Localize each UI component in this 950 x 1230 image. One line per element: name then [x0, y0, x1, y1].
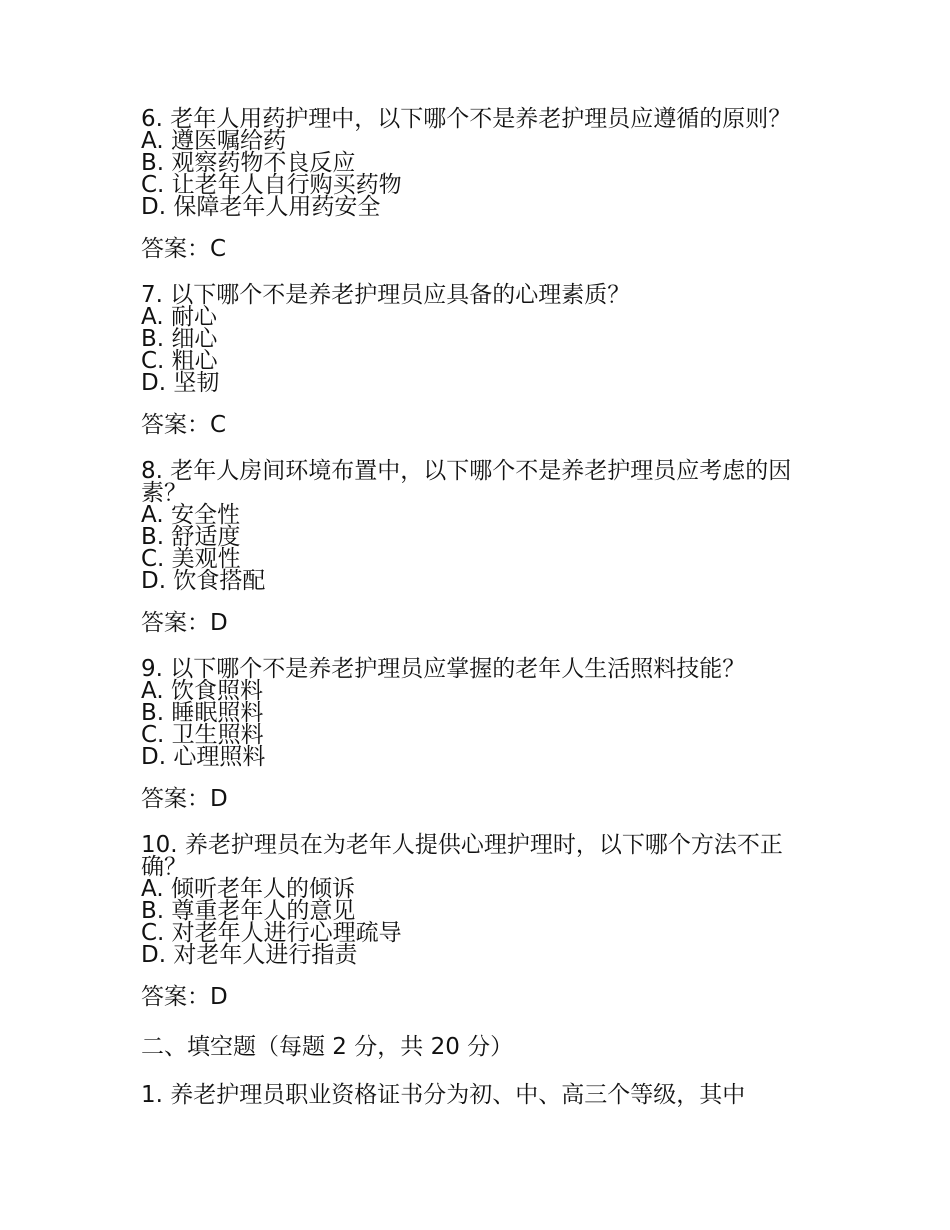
option-b: B. 睡眠照料 [141, 700, 264, 726]
document-content [141, 108, 821, 1110]
option-c: C. 对老年人进行心理疏导 [141, 920, 402, 946]
question-stem: 7. 以下哪个不是养老护理员应具备的心理素质？ [141, 282, 631, 308]
option-d: D. 心理照料 [141, 744, 266, 770]
question-stem: 10. 养老护理员在为老年人提供心理护理时，以下哪个方法不正确？ [141, 832, 783, 880]
option-c: C. 让老年人自行购买药物 [141, 172, 402, 198]
option-a: A. 倾听老年人的倾诉 [141, 876, 355, 902]
option-b: B. 观察药物不良反应 [141, 150, 356, 176]
question-6 [141, 108, 821, 264]
option-d: D. 坚韧 [141, 370, 220, 396]
question-stem: 9. 以下哪个不是养老护理员应掌握的老年人生活照料技能？ [141, 656, 746, 682]
question-stem: 6. 老年人用药护理中，以下哪个不是养老护理员应遵循的原则？ [141, 106, 792, 132]
answer-text: 答案：C [141, 236, 227, 262]
question-stem: 8. 老年人房间环境布置中，以下哪个不是养老护理员应考虑的因素？ [141, 458, 792, 506]
section-title: 二、填空题（每题 2 分，共 20 分） [141, 1034, 514, 1060]
answer-text: 答案：D [141, 610, 228, 636]
question-10 [141, 834, 821, 1012]
answer-text: 答案：C [141, 412, 227, 438]
option-b: B. 舒适度 [141, 524, 241, 550]
question-9 [141, 658, 821, 814]
question-7 [141, 284, 821, 440]
option-a: A. 耐心 [141, 304, 217, 330]
option-c: C. 美观性 [141, 546, 241, 572]
option-b: B. 尊重老年人的意见 [141, 898, 356, 924]
answer-text: 答案：D [141, 786, 228, 812]
option-c: C. 粗心 [141, 348, 218, 374]
option-a: A. 安全性 [141, 502, 240, 528]
question-8 [141, 460, 821, 638]
option-d: D. 保障老年人用药安全 [141, 194, 381, 220]
answer-text: 答案：D [141, 984, 228, 1010]
option-a: A. 饮食照料 [141, 678, 263, 704]
option-b: B. 细心 [141, 326, 218, 352]
option-d: D. 饮食搭配 [141, 568, 266, 594]
option-d: D. 对老年人进行指责 [141, 942, 358, 968]
option-c: C. 卫生照料 [141, 722, 264, 748]
fill-question-1: 1. 养老护理员职业资格证书分为初、中、高三个等级，其中 [141, 1082, 746, 1108]
option-a: A. 遵医嘱给药 [141, 128, 286, 154]
